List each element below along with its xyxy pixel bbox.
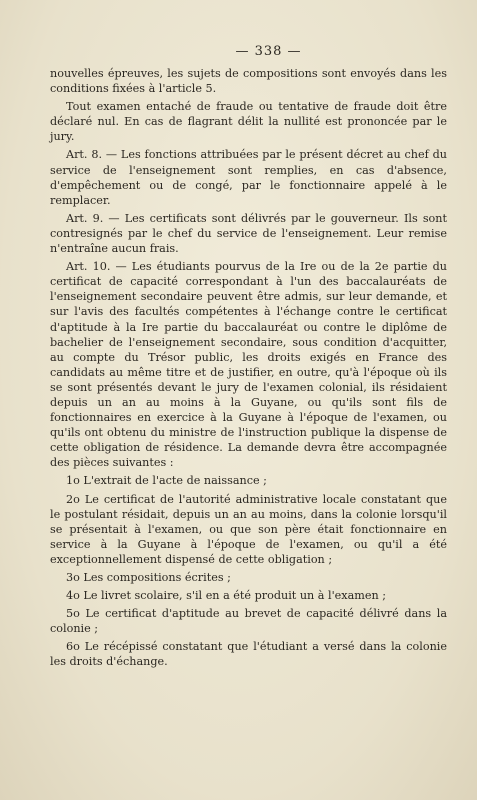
list-item-1: 1o L'extrait de l'acte de naissance ; (66, 474, 267, 488)
list-item-5: 5o Le certificat d'aptitude au brevet de capacité délivré dans la colonie ; (50, 607, 447, 636)
paragraph-continuation: nouvelles épreuves, les sujets de compositions sont envoyés dans les conditions fixées à l'article 5. (50, 67, 447, 96)
list-item-3: 3o Les compositions écrites ; (66, 571, 231, 584)
paragraph-article-10: Art. 10. — Les étudiants pourvus de la Ire ou de la 2e partie du certificat de capacité correspondant à l'un des baccalauréats de l'enseignement secondaire peuvent être admis, sur leur demande, et sur l'avis des facultés compétentes à l'échange contre le certificat d'aptitude à la Ire partie du baccalauréat ou contre le diplôme de bachelier de l'enseignement secondaire, sous condition d'acquitter, au compte du Trésor public, les droits exigés en France des candidats au même titre et de justifier, en outre, qu'à l'époque où ils se sont présentés devant le jury de l'examen colonial, ils résidaient depuis un an au moins à la Guyane, ou qu'ils sont fils de fonctionnaires en exercice à la Guyane à l'époque de l'examen, ou qu'ils ont obtenu du ministre de l'instruction publique la dispense de cette obligation de résidence. La demande devra être accompagnée des pièces suivantes : (50, 260, 447, 470)
page-number: — 338 — (235, 44, 302, 59)
paragraph-fraud: Tout examen entaché de fraude ou tentative de fraude doit être déclaré nul. En cas de flagrant délit la nullité est prononcée par le jury. (50, 100, 447, 144)
list-item-6: 6o Le récépissé constatant que l'étudiant a versé dans la colonie les droits d'échange. (50, 640, 447, 669)
list-item-2: 2o Le certificat de l'autorité administrative locale constatant que le postulant résidait, depuis un an au moins, dans la colonie lorsqu'il se présentait à l'examen, ou que son père était fonctionnaire en service à la Guyane à l'époque de l'examen, ou qu'il a été exceptionnellement dispensé de cette obligation ; (50, 492, 447, 566)
document-body (50, 66, 447, 673)
paragraph-article-8: Art. 8. — Les fonctions attribuées par le présent décret au chef du service de l'enseignement sont remplies, en cas d'absence, d'empêchement ou de congé, par le fonctionnaire appelé à le remplacer. (50, 148, 447, 207)
paragraph-article-9: Art. 9. — Les certificats sont délivrés par le gouverneur. Ils sont contresignés par le chef du service de l'enseignement. Leur remise n'entraîne aucun frais. (50, 211, 447, 256)
list-item-4: 4o Le livret scolaire, s'il en a été produit un à l'examen ; (66, 589, 387, 603)
